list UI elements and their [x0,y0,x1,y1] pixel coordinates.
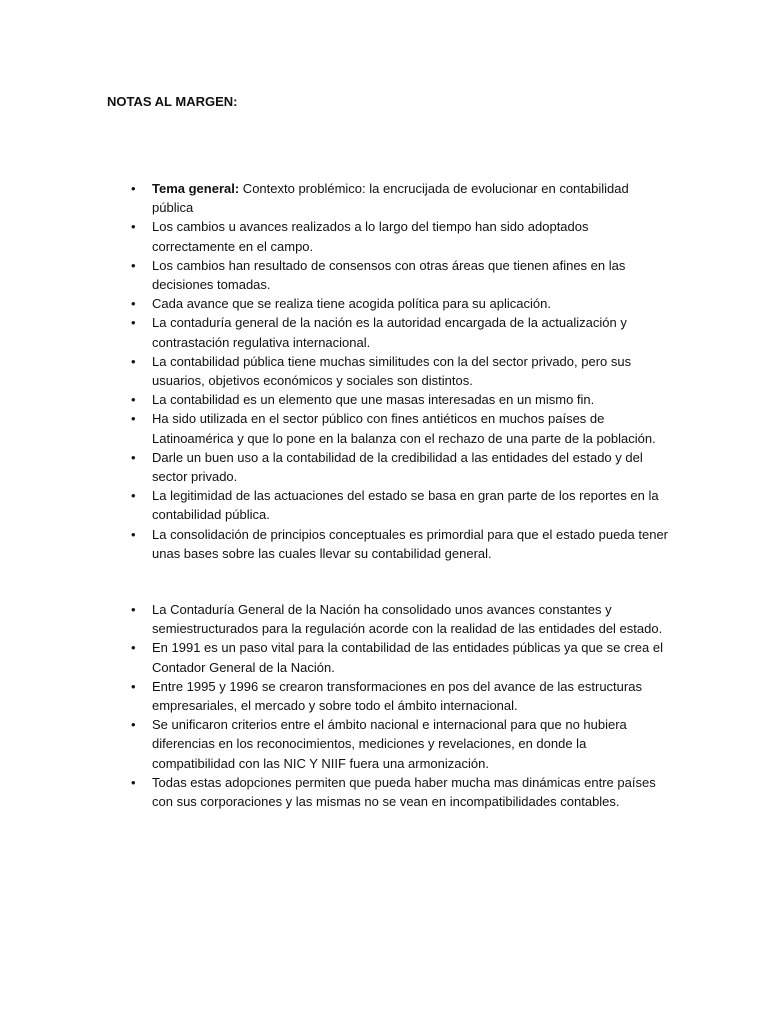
list-item [131,677,672,715]
bullet-icon: • [131,257,136,273]
list-item [131,409,672,447]
item-lead: Tema general: [152,181,240,196]
bullet-icon: • [131,296,136,312]
item-text: Contexto problémico: la encrucijada de evolucionar en contabilidad pública [152,181,629,216]
list-item [131,448,672,486]
notes-list-2 [131,600,672,811]
list-item [131,390,672,409]
list-item [131,352,672,390]
page-title: NOTAS AL MARGEN: [107,94,238,109]
item-text: La contabilidad es un elemento que une masas interesadas en un mismo fin. [152,392,595,408]
bullet-icon: • [131,392,136,408]
item-text: En 1991 es un paso vital para la contabilidad de las entidades públicas ya que se crea el Contador General de la Nación. [152,640,663,675]
list-item [131,256,672,294]
bullet-icon: • [131,181,136,196]
item-text: Se unificaron criterios entre el ámbito nacional e internacional para que no hubiera diferencias en los reconocimientos, mediciones y revelaciones, en donde la compatibilidad con las NIC Y NIIF fuera una armonización. [152,717,627,771]
item-text: La contaduría general de la nación es la autoridad encargada de la actualización y contrastación regulativa internacional. [152,315,627,350]
list-item [131,715,672,773]
item-text: Cada avance que se realiza tiene acogida política para su aplicación. [152,296,551,312]
bullet-icon: • [131,678,136,694]
bullet-icon: • [131,411,136,427]
item-text: Ha sido utilizada en el sector público con fines antiéticos en muchos países de Latinoamérica y que lo pone en la balanza con el rechazo de una parte de la población. [152,411,656,446]
list-item [131,486,672,524]
bullet-icon: • [131,449,136,465]
list-item [131,525,672,563]
list-item [131,294,672,313]
item-text: Todas estas adopciones permiten que pueda haber mucha mas dinámicas entre países con sus corporaciones y las mismas no se vean en incompatibilidades contables. [152,774,656,810]
bullet-icon: • [131,602,136,617]
bullet-icon: • [131,488,136,504]
bullet-icon: • [131,717,136,733]
item-text: Los cambios han resultado de consensos con otras áreas que tienen afines en las decisiones tomadas. [152,257,626,293]
notes-list-1 [131,179,672,563]
item-text: Darle un buen uso a la contabilidad de la credibilidad a las entidades del estado y del sector privado. [152,449,643,485]
list-item [131,638,672,676]
bullet-icon: • [131,219,136,235]
list-item [131,600,672,638]
item-text: La consolidación de principios conceptuales es primordial para que el estado pueda tener unas bases sobre las cuales llevar su contabilidad general. [152,526,669,561]
item-text: Entre 1995 y 1996 se crearon transformaciones en pos del avance de las estructuras empresariales, el mercado y sobre todo el ámbito internacional. [152,678,642,714]
bullet-icon: • [131,353,136,369]
list-item [131,313,672,351]
list-item [131,217,672,255]
bullet-icon: • [131,526,136,542]
list-item [131,179,672,217]
bullet-icon: • [131,315,136,331]
bullet-icon: • [131,640,136,656]
item-text: La Contaduría General de la Nación ha consolidado unos avances constantes y semiestructurados para la regulación acorde con la realidad de las entidades del estado. [152,602,663,637]
item-text: Los cambios u avances realizados a lo largo del tiempo han sido adoptados correctamente en el campo. [152,219,589,254]
item-text: La legitimidad de las actuaciones del estado se basa en gran parte de los reportes en la contabilidad pública. [152,488,659,523]
bullet-icon: • [131,774,136,790]
item-text: La contabilidad pública tiene muchas similitudes con la del sector privado, pero sus usuarios, objetivos económicos y sociales son distintos. [152,353,632,389]
list-item [131,773,672,811]
